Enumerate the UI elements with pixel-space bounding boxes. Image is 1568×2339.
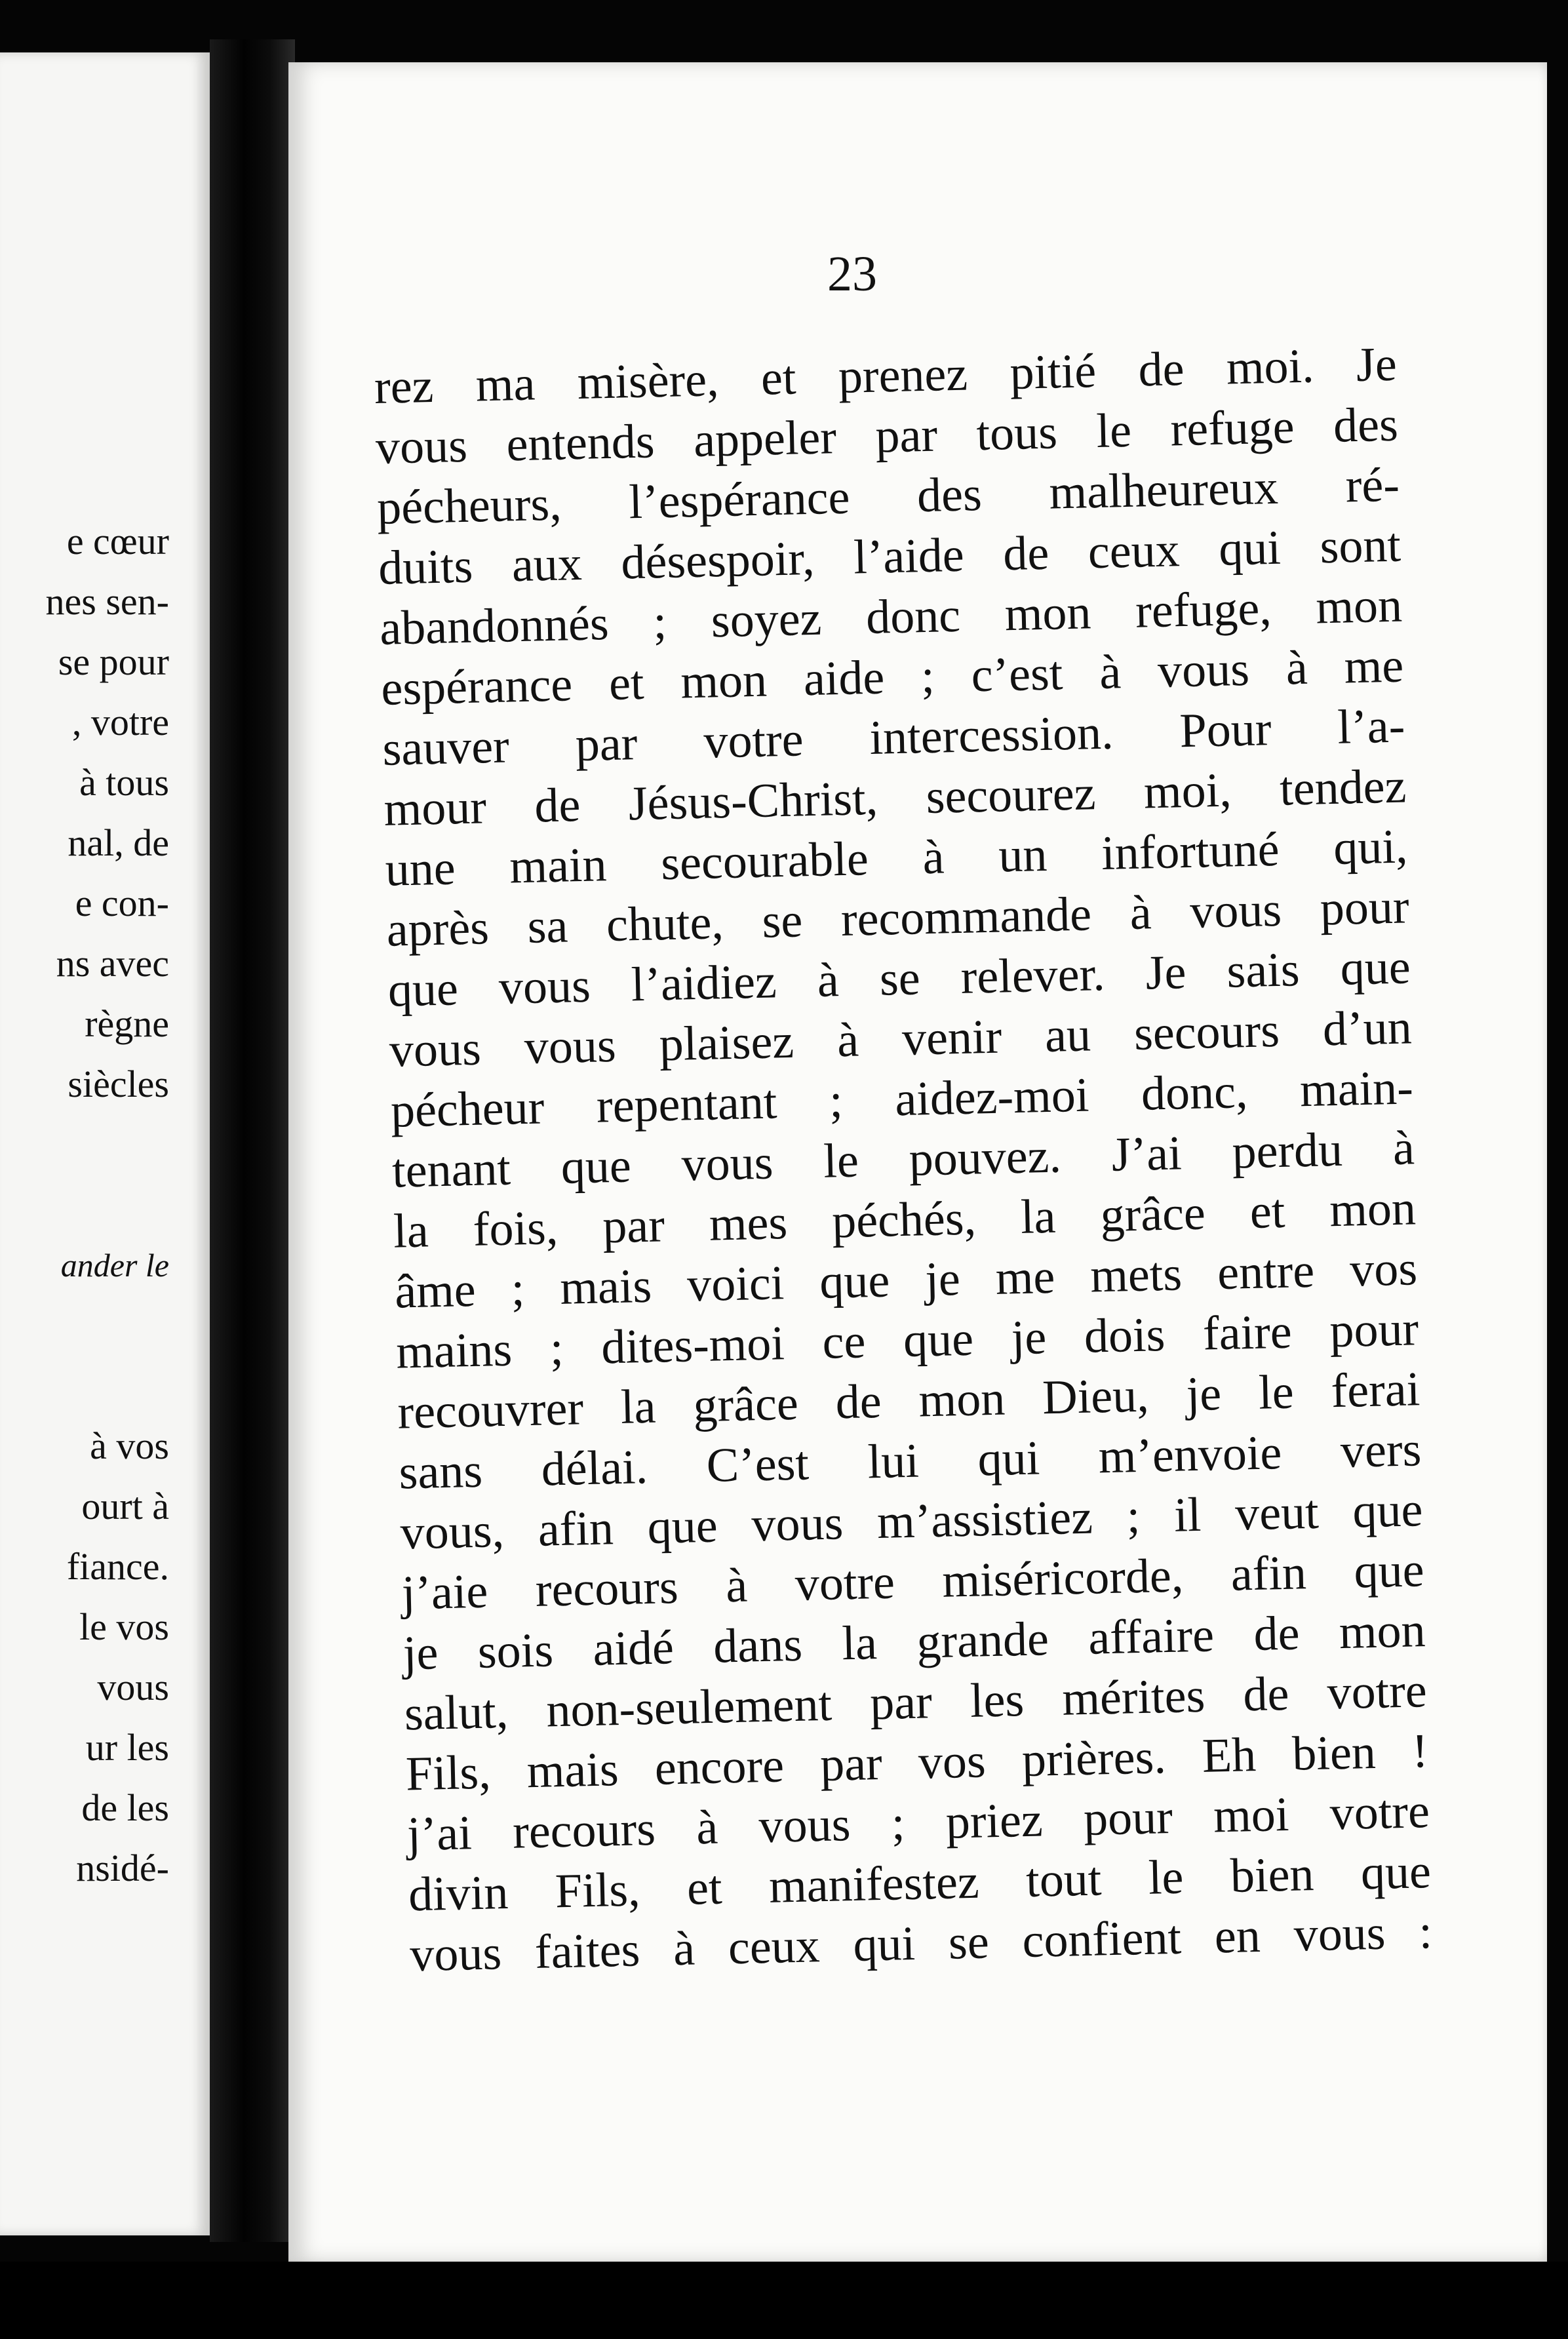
text-line: âme ; mais voici que je me mets entre vos <box>394 1242 1418 1319</box>
left-line: siècles <box>68 1063 169 1105</box>
left-line: fiance. <box>66 1545 169 1588</box>
left-line: e con- <box>75 882 169 924</box>
page-number: 23 <box>827 246 877 302</box>
left-line: se pour <box>58 640 169 683</box>
text-line: pécheur repentant ; aidez-moi donc, main- <box>390 1061 1414 1138</box>
left-line: à vos <box>90 1425 169 1467</box>
left-line: à tous <box>79 761 169 804</box>
left-line: règne <box>85 1002 169 1045</box>
left-line <box>0 1356 169 1416</box>
left-line: nes sen- <box>45 580 169 623</box>
text-line: j’ai recours à vous ; priez pour moi votre <box>406 1784 1430 1862</box>
text-line: j’aie recours à votre miséricorde, afin que <box>401 1543 1425 1621</box>
text-line: que vous l’aidiez à se relever. Je sais que <box>387 940 1411 1017</box>
left-line: ur les <box>85 1726 169 1769</box>
book-gutter <box>210 39 295 2242</box>
text-line: salut, non-seulement par les mérites de votre <box>404 1664 1428 1741</box>
left-line: ander le <box>60 1247 169 1284</box>
text-line: vous faites à ceux qui se confient en vous : <box>409 1904 1433 1982</box>
text-line: sans délai. C’est lui qui m’envoie vers <box>398 1423 1422 1500</box>
text-line: tenant que vous le pouvez. J’ai perdu à <box>391 1121 1415 1198</box>
text-line: pécheurs, l’espérance des malheureux ré- <box>376 458 1400 535</box>
left-line <box>0 1295 169 1356</box>
text-line: vous, afin que vous m’assistiez ; il veut que <box>399 1483 1424 1560</box>
left-line: vous <box>97 1666 169 1708</box>
left-line: de les <box>81 1786 169 1829</box>
left-line: nal, de <box>68 821 169 864</box>
text-line: je sois aidé dans la grande affaire de mon <box>402 1603 1426 1681</box>
text-line: sauver par votre intercession. Pour l’a- <box>382 699 1406 776</box>
text-line: vous entends appeler par tous le refuge des <box>375 397 1399 475</box>
left-line: ourt à <box>81 1485 169 1527</box>
left-page-fragment <box>0 52 210 2235</box>
text-line: mains ; dites-moi ce que je dois faire pour <box>395 1302 1419 1379</box>
text-line: la fois, par mes péchés, la grâce et mon <box>393 1181 1417 1259</box>
text-line: une main secourable à un infortuné qui, <box>384 819 1409 897</box>
text-line: Fils, mais encore par vos prières. Eh bien ! <box>405 1724 1429 1801</box>
left-line <box>0 1114 169 1175</box>
left-line: e cœur <box>66 520 169 562</box>
scan-border <box>0 2262 1568 2339</box>
text-line: espérance et mon aide ; c’est à vous à me <box>380 639 1405 716</box>
left-line: , votre <box>71 701 169 743</box>
left-line: le vos <box>79 1605 169 1648</box>
text-line: rez ma misère, et prenez pitié de moi. Je <box>374 337 1398 414</box>
page-body-text <box>374 334 1433 1986</box>
left-line: ns avec <box>56 942 169 985</box>
left-line: nsidé- <box>76 1847 169 1889</box>
text-line: divin Fils, et manifestez tout le bien que <box>408 1845 1432 1922</box>
left-page-text <box>0 511 169 1898</box>
text-line: vous vous plaisez à venir au secours d’un <box>389 1000 1413 1078</box>
text-line: duits aux désespoir, l’aide de ceux qui sont <box>378 518 1401 595</box>
text-line: abandonnés ; soyez donc mon refuge, mon <box>379 578 1403 656</box>
text-line: recouvrer la grâce de mon Dieu, je le ferai <box>397 1362 1421 1440</box>
left-line <box>0 1175 169 1235</box>
text-line: mour de Jésus-Christ, secourez moi, tendez <box>383 759 1407 836</box>
text-line: après sa chute, se recommande à vous pour <box>385 880 1410 957</box>
